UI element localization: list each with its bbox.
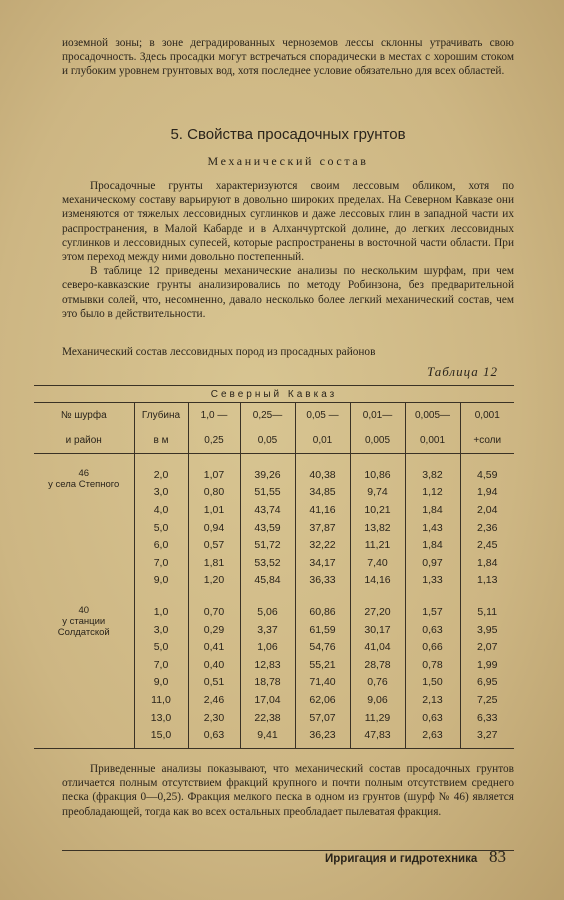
fraction-cell: 32,22 <box>295 536 350 554</box>
conclusion-block <box>62 762 514 819</box>
col-header-top: Глубина <box>134 403 188 428</box>
col-header-bottom: 0,005 <box>350 427 405 454</box>
fraction-cell: 71,40 <box>295 674 350 692</box>
fraction-cell: 5,06 <box>240 603 295 621</box>
fraction-cell: 1,20 <box>188 572 240 590</box>
depth-cell: 3,0 <box>134 621 188 639</box>
col-header-top: 0,25— <box>240 403 295 428</box>
fraction-cell: 5,11 <box>477 605 498 618</box>
fraction-cell: 54,76 <box>295 638 350 656</box>
pit-cell <box>34 466 134 589</box>
fraction-cell: 27,20 <box>350 603 405 621</box>
body-text-block <box>62 179 514 321</box>
table-spacer-cell <box>460 589 514 603</box>
fraction-cell: 2,07 <box>477 641 498 654</box>
journal-title: Ирригация и гидротехника <box>325 853 478 865</box>
fraction-cell: 47,83 <box>350 726 405 744</box>
table-spacer-cell <box>405 589 460 603</box>
fraction-cell: 0,63 <box>188 726 240 744</box>
fraction-cell: 34,85 <box>295 484 350 502</box>
fraction-cell: 1,33 <box>405 572 460 590</box>
table-spacer-cell <box>134 454 188 467</box>
depth-cell: 11,0 <box>134 691 188 709</box>
fraction-cell: 13,82 <box>350 519 405 537</box>
fraction-cell: 10,86 <box>350 466 405 484</box>
table-spacer-cell <box>34 744 134 749</box>
fraction-cell: 9,06 <box>350 691 405 709</box>
fraction-cell: 0,70 <box>188 603 240 621</box>
fraction-cell: 51,55 <box>240 484 295 502</box>
table-spacer-cell <box>134 589 188 603</box>
pit-number: 46 <box>78 468 90 479</box>
fraction-cell: 1,84 <box>405 536 460 554</box>
table-spacer-row <box>34 744 514 749</box>
table-caption: Механический состав лессовидных пород из просадных районов <box>62 346 376 358</box>
col-header-bottom: в м <box>134 427 188 454</box>
depth-cell: 5,0 <box>134 638 188 656</box>
depth-cell: 4,0 <box>134 501 188 519</box>
fraction-cell: 0,63 <box>405 709 460 727</box>
fraction-cell: 1,01 <box>188 501 240 519</box>
col-header-bottom: и район <box>34 427 134 454</box>
depth-cell: 6,0 <box>134 536 188 554</box>
fraction-cell: 36,33 <box>295 572 350 590</box>
fraction-cell: 3,82 <box>405 466 460 484</box>
fraction-cell: 1,81 <box>188 554 240 572</box>
depth-cell: 13,0 <box>134 709 188 727</box>
fraction-cell: 1,84 <box>405 501 460 519</box>
depth-cell: 9,0 <box>134 572 188 590</box>
pit-cell <box>34 603 134 744</box>
depth-cell: 5,0 <box>134 519 188 537</box>
subsection-title: Механический состав <box>207 154 369 168</box>
fraction-cell: 6,33 <box>477 711 498 724</box>
table-spacer-cell <box>405 454 460 467</box>
pit-location: у станции Солдатской <box>57 616 110 639</box>
fraction-cell: 0,57 <box>188 536 240 554</box>
table-spacer-cell <box>350 589 405 603</box>
col-header-top: 0,01— <box>350 403 405 428</box>
depth-cell: 2,0 <box>134 466 188 484</box>
paragraph-2: В таблице 12 приведены механические анализы по нескольким шурфам, при чем северо-кавказские грунты анализировались по методу Робинзона, без предварительной отмывки солей, что, несомненно, давало несколько более легкий механический состав, чем это было в действительности. <box>62 265 514 320</box>
fraction-cell: 40,38 <box>295 466 350 484</box>
fraction-cell: 2,46 <box>188 691 240 709</box>
table-spacer-row <box>34 454 514 467</box>
col-header-bottom: +соли <box>460 427 514 454</box>
table-body <box>34 454 514 749</box>
table-spacer-cell <box>188 744 240 749</box>
table-spacer-cell <box>350 454 405 467</box>
fraction-cell: 1,07 <box>188 466 240 484</box>
col-header-bottom: 0,001 <box>405 427 460 454</box>
table-spacer-cell <box>240 744 295 749</box>
fraction-cell: 4,59 <box>477 468 498 481</box>
fraction-cell: 0,63 <box>405 621 460 639</box>
fraction-cell: 11,29 <box>350 709 405 727</box>
fraction-cell: 2,04 <box>477 503 498 516</box>
fraction-cell: 9,74 <box>350 484 405 502</box>
fraction-cell: 14,16 <box>350 572 405 590</box>
fraction-cell: 34,17 <box>295 554 350 572</box>
col-header-top: № шурфа <box>34 403 134 428</box>
fraction-cell: 37,87 <box>295 519 350 537</box>
fraction-cell: 1,57 <box>405 603 460 621</box>
fraction-cell: 3,37 <box>240 621 295 639</box>
table-spacer-cell <box>240 589 295 603</box>
col-header-top: 0,001 <box>474 409 500 421</box>
fraction-cell: 7,25 <box>477 693 498 706</box>
fraction-cell: 1,13 <box>477 574 498 587</box>
fraction-cell: 1,50 <box>405 674 460 692</box>
intro-paragraph: иоземной зоны; в зоне деградированных черноземов лессы склонны утрачивать свою просадочность. Здесь просадки могут встречаться спорадически в местах с хорошим стоком и глубоким уровнем грунтовых вод, хотя последнее условие обязательно для всех областей. <box>62 37 514 78</box>
fraction-cell: 0,40 <box>188 656 240 674</box>
table-spacer-cell <box>188 454 240 467</box>
fraction-cell: 41,16 <box>295 501 350 519</box>
fraction-cell: 12,83 <box>240 656 295 674</box>
depth-cell: 3,0 <box>134 484 188 502</box>
pit-number: 40 <box>78 605 90 617</box>
fraction-cell: 0,78 <box>405 656 460 674</box>
col-header-bottom: 0,05 <box>240 427 295 454</box>
fraction-cell: 2,63 <box>405 726 460 744</box>
fraction-cell: 0,94 <box>188 519 240 537</box>
table-label: Таблица 12 <box>426 364 498 379</box>
table-spacer-cell <box>34 589 134 603</box>
fraction-cell: 6,95 <box>477 676 498 689</box>
fraction-cell: 0,97 <box>405 554 460 572</box>
fraction-cell: 0,76 <box>350 674 405 692</box>
col-header-top: 1,0 — <box>188 403 240 428</box>
table-spacer-cell <box>460 454 514 467</box>
fraction-cell: 9,41 <box>240 726 295 744</box>
fraction-cell: 39,26 <box>240 466 295 484</box>
depth-cell: 7,0 <box>134 554 188 572</box>
fraction-cell: 45,84 <box>240 572 295 590</box>
fraction-cell: 10,21 <box>350 501 405 519</box>
table-spacer-cell <box>295 589 350 603</box>
footer-rule <box>62 850 514 851</box>
depth-cell: 7,0 <box>134 656 188 674</box>
fraction-cell: 18,78 <box>240 674 295 692</box>
paragraph-3: Приведенные анализы показывают, что механический состав просадочных грунтов отличается полным отсутствием фракций крупного и почти полным отсутствием среднего песка (фракция 0—0,25). Фракция мелкого песка в одном из грунтов (шурф № 46) является преобладающей, тогда как во всех остальных преобладает пылеватая фракция. <box>62 763 514 818</box>
fraction-cell: 53,52 <box>240 554 295 572</box>
table-spacer-cell <box>134 744 188 749</box>
fraction-cell: 30,17 <box>350 621 405 639</box>
fraction-cell: 2,45 <box>477 539 498 552</box>
fraction-cell: 1,94 <box>477 486 498 499</box>
fraction-cell: 1,99 <box>477 658 498 671</box>
depth-cell: 15,0 <box>134 726 188 744</box>
fraction-cell: 1,43 <box>405 519 460 537</box>
fraction-cell: 43,74 <box>240 501 295 519</box>
table-region-header: Северный Кавказ <box>34 386 514 403</box>
depth-cell: 1,0 <box>134 603 188 621</box>
fraction-cell: 55,21 <box>295 656 350 674</box>
fraction-cell: 41,04 <box>350 638 405 656</box>
fraction-cell: 11,21 <box>350 536 405 554</box>
col-header-bottom: 0,25 <box>188 427 240 454</box>
fraction-cell: 3,27 <box>477 729 498 742</box>
table-spacer-cell <box>460 744 514 749</box>
table-spacer-cell <box>350 744 405 749</box>
col-header-top: 0,005— <box>405 403 460 428</box>
section-title: 5. Свойства просадочных грунтов <box>170 126 406 143</box>
fraction-cell: 60,86 <box>295 603 350 621</box>
fraction-cell: 0,41 <box>188 638 240 656</box>
fraction-cell: 22,38 <box>240 709 295 727</box>
table-spacer-cell <box>34 454 134 467</box>
fraction-cell: 51,72 <box>240 536 295 554</box>
table-row <box>34 603 514 621</box>
fraction-cell: 28,78 <box>350 656 405 674</box>
fraction-cell: 61,59 <box>295 621 350 639</box>
fraction-cell: 36,23 <box>295 726 350 744</box>
fraction-cell: 1,12 <box>405 484 460 502</box>
table-spacer-row <box>34 589 514 603</box>
fraction-cell: 2,13 <box>405 691 460 709</box>
fraction-cell: 0,29 <box>188 621 240 639</box>
table-spacer-cell <box>405 744 460 749</box>
fraction-cell: 0,80 <box>188 484 240 502</box>
fraction-cell: 43,59 <box>240 519 295 537</box>
table-row <box>34 466 514 484</box>
fraction-cell: 3,95 <box>477 623 498 636</box>
pit-location: у села Степного <box>48 479 120 490</box>
page-number: 83 <box>489 847 506 866</box>
paragraph-1: Просадочные грунты характеризуются своим лессовым обликом, хотя по механическому составу варьируют в довольно широких пределах. На Северном Кавказе они изменяются от тяжелых лессовидных суглинков и даже лессовых глин в западной части их распространения, в Малой Кабарде и в Алханчуртской долине, до легких лессовидных суглинков и лессовидных супесей, которые распространены в восточной части области. При этом переход между ними довольно постепенный. <box>62 180 514 264</box>
fraction-cell: 2,36 <box>477 521 498 534</box>
depth-cell: 9,0 <box>134 674 188 692</box>
fraction-cell: 62,06 <box>295 691 350 709</box>
fraction-cell: 0,51 <box>188 674 240 692</box>
mechanical-composition-table <box>34 385 514 749</box>
table-spacer-cell <box>295 454 350 467</box>
fraction-cell: 2,30 <box>188 709 240 727</box>
intro-paragraph-block <box>62 36 514 79</box>
fraction-cell: 1,84 <box>477 556 498 569</box>
table-spacer-cell <box>240 454 295 467</box>
fraction-cell: 1,06 <box>240 638 295 656</box>
table-spacer-cell <box>188 589 240 603</box>
table-spacer-cell <box>295 744 350 749</box>
col-header-bottom: 0,01 <box>295 427 350 454</box>
fraction-cell: 0,66 <box>405 638 460 656</box>
fraction-cell: 17,04 <box>240 691 295 709</box>
col-header-top: 0,05 — <box>295 403 350 428</box>
fraction-cell: 7,40 <box>350 554 405 572</box>
fraction-cell: 57,07 <box>295 709 350 727</box>
